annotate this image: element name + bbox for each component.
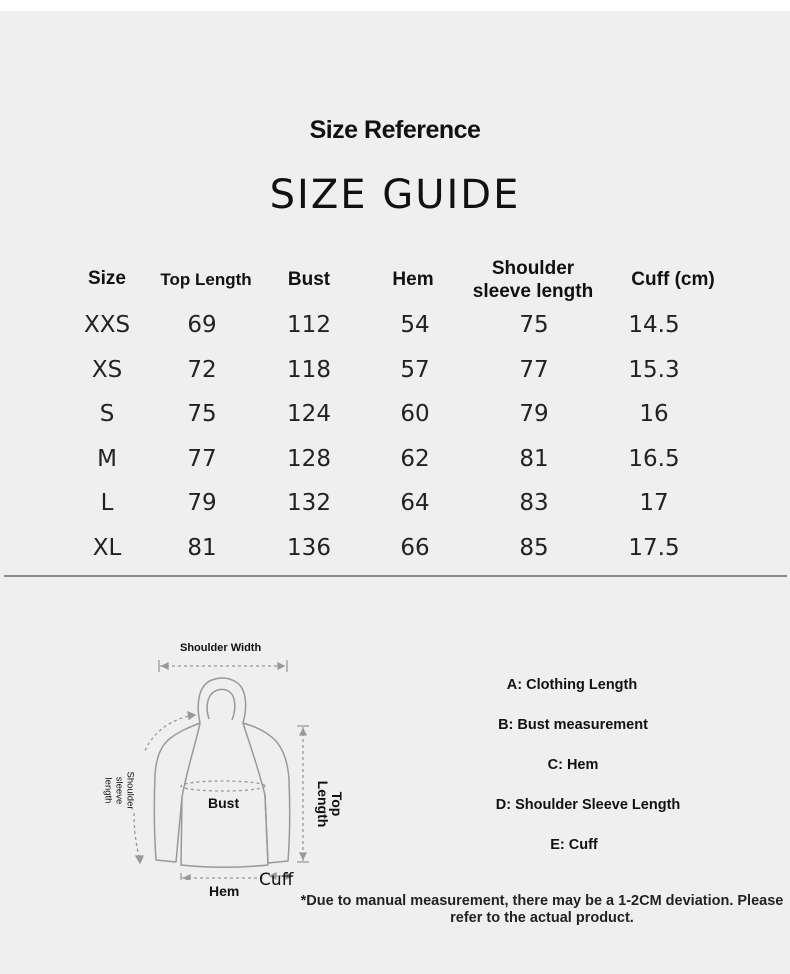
sleeve-length-label-line3: length bbox=[102, 777, 114, 804]
table-cell: 16.5 bbox=[628, 446, 680, 472]
table-cell: 72 bbox=[187, 357, 217, 383]
bust-label: Bust bbox=[208, 795, 240, 811]
table-cell: 62 bbox=[400, 446, 430, 472]
table-cell: 57 bbox=[400, 357, 430, 383]
table-cell: 75 bbox=[519, 312, 549, 338]
top-length-label bbox=[316, 764, 344, 844]
column-header-size: Size bbox=[87, 268, 127, 289]
table-cell: 85 bbox=[519, 535, 549, 561]
section-divider bbox=[4, 575, 787, 577]
size-reference-heading: Size Reference bbox=[309, 116, 481, 144]
legend-item-cuff: E: Cuff bbox=[550, 837, 598, 853]
top-length-label-line2: Length bbox=[315, 780, 331, 828]
legend-item-bust: B: Bust measurement bbox=[498, 717, 648, 733]
table-cell: XXS bbox=[83, 312, 131, 338]
table-cell: 66 bbox=[400, 535, 430, 561]
table-cell: 64 bbox=[400, 490, 430, 516]
column-header-hem: Hem bbox=[392, 269, 434, 290]
table-cell: 14.5 bbox=[628, 312, 680, 338]
table-cell: 81 bbox=[519, 446, 549, 472]
column-header-bust: Bust bbox=[287, 269, 331, 290]
size-guide-title: SIZE GUIDE bbox=[269, 172, 521, 218]
hoodie-outline bbox=[154, 678, 289, 867]
table-cell: 83 bbox=[519, 490, 549, 516]
table-cell: 136 bbox=[287, 535, 331, 561]
hoodie-diagram bbox=[100, 635, 330, 880]
table-cell: XS bbox=[91, 357, 123, 383]
table-cell: 79 bbox=[519, 401, 549, 427]
shoulder-header-line1: Shoulder bbox=[491, 258, 575, 279]
shoulder-header-line2: sleeve length bbox=[472, 281, 594, 302]
shoulder-width-arrow bbox=[159, 660, 287, 672]
column-header-cuff: Cuff (cm) bbox=[631, 269, 715, 290]
top-length-arrow bbox=[297, 726, 309, 862]
hem-label: Hem bbox=[209, 883, 240, 899]
sleeve-length-label bbox=[103, 766, 136, 816]
column-header-top-length: Top Length bbox=[160, 270, 252, 289]
bust-line bbox=[181, 781, 265, 791]
table-cell: 77 bbox=[519, 357, 549, 383]
table-cell: 77 bbox=[187, 446, 217, 472]
table-cell: 124 bbox=[287, 401, 331, 427]
sleeve-length-arrow bbox=[134, 712, 195, 863]
sleeve-length-label-line1: Shoulder bbox=[124, 771, 136, 810]
cuff-label: Cuff bbox=[259, 870, 294, 890]
legend-item-shoulder-sleeve-length: D: Shoulder Sleeve Length bbox=[495, 797, 681, 813]
table-cell: 118 bbox=[287, 357, 331, 383]
table-cell: XL bbox=[92, 535, 122, 561]
column-header-shoulder-sleeve-length bbox=[473, 257, 593, 303]
legend-item-clothing-length: A: Clothing Length bbox=[506, 677, 638, 693]
table-cell: 132 bbox=[287, 490, 331, 516]
table-cell: 54 bbox=[400, 312, 430, 338]
table-cell: 128 bbox=[287, 446, 331, 472]
table-cell: 17.5 bbox=[628, 535, 680, 561]
table-cell: 60 bbox=[400, 401, 430, 427]
table-cell: 15.3 bbox=[628, 357, 680, 383]
table-cell: 17 bbox=[639, 490, 669, 516]
sleeve-length-label-line2: sleeve bbox=[113, 776, 125, 805]
table-cell: 112 bbox=[287, 312, 331, 338]
top-length-label-line1: Top bbox=[329, 791, 345, 817]
table-cell: S bbox=[99, 401, 115, 427]
legend-item-hem: C: Hem bbox=[547, 757, 599, 773]
shoulder-width-label: Shoulder Width bbox=[180, 642, 262, 654]
table-cell: 81 bbox=[187, 535, 217, 561]
table-cell: 79 bbox=[187, 490, 217, 516]
table-cell: M bbox=[97, 446, 117, 472]
table-cell: 16 bbox=[639, 401, 669, 427]
table-cell: L bbox=[100, 490, 114, 516]
measurement-note: *Due to manual measurement, there may be a 1-2CM deviation. Please refer to the actual product. bbox=[300, 893, 784, 926]
hem-arrow bbox=[181, 873, 266, 880]
table-cell: 75 bbox=[187, 401, 217, 427]
table-cell: 69 bbox=[187, 312, 217, 338]
